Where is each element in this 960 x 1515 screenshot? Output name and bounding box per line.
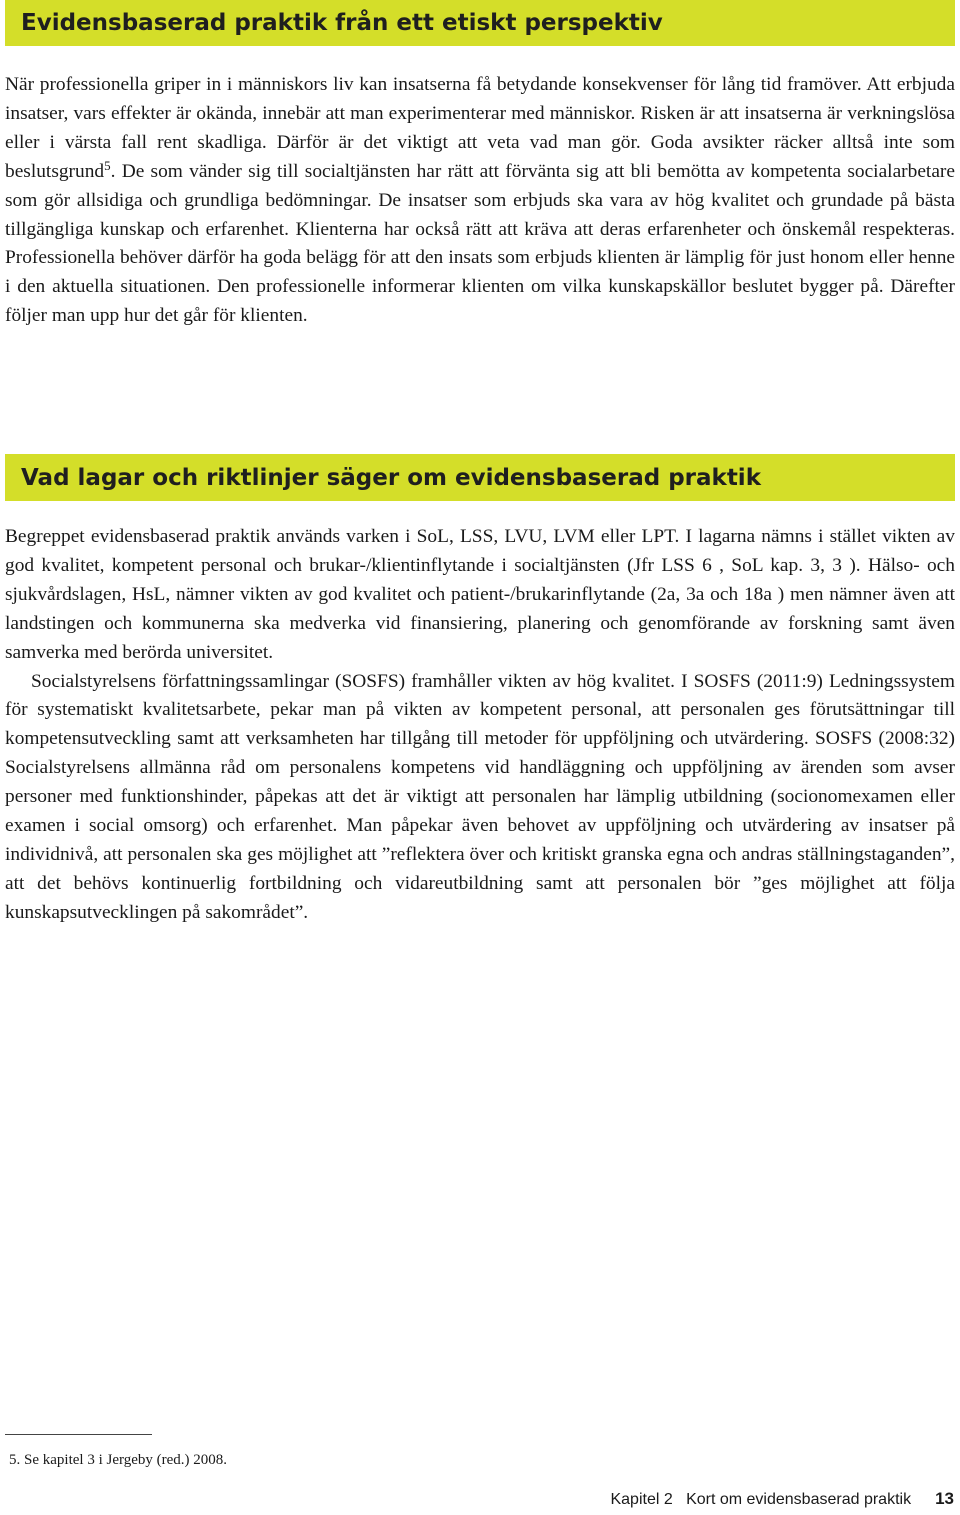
section-heading-ethics-text: Evidensbaserad praktik från ett etiskt perspektiv [21,10,663,36]
section-body-ethics [5,71,955,331]
section-heading-ethics [5,0,955,46]
paragraph: Begreppet evidensbaserad praktik används varken i SoL, LSS, LVU, LVM eller LPT. I lagarna nämns i stället vikten av god kvalitet, kompetent personal och brukar-/klientinflytande i socialtjänsten (Jfr LSS 6 , SoL kap. 3, 3 ). Hälso- och sjukvårdslagen, HsL, nämner vikten av god kvalitet och patient-/brukarinflytande (2a, 3a och 18a ) men nämner även att landstingen och kommunerna ska medverka vid finansiering, planering och genomförande av forskning samt även samverka med berörda universitet. [5,526,955,663]
footnote-divider [5,1434,152,1435]
footnote: 5. Se kapitel 3 i Jergeby (red.) 2008. [9,1452,228,1468]
running-title: Kapitel 2 Kort om evidensbaserad praktik [610,1491,912,1508]
page-footer [610,1489,954,1509]
footnote-reference[interactable]: 5 [104,157,111,173]
section-body-laws [5,523,955,928]
paragraph-text: När professionella griper in i människors liv kan insatserna få betydande konsekvenser för lång tid framöver. Att erbjuda insatser, vars effekter är okända, innebär att man experimenterar med människor. Risken är att insatserna är verkningslösa eller i värsta fall rent skadliga. Därför är det viktigt att veta vad man gör. Goda avsikter räcker alltså inte som beslutsgrund [5,74,955,182]
page-number: 13 [935,1489,954,1508]
section-heading-laws [5,454,955,501]
section-heading-laws-text: Vad lagar och riktlinjer säger om evidensbaserad praktik [21,464,761,491]
paragraph [5,71,955,331]
paragraph: Socialstyrelsens författningssamlingar (SOSFS) framhåller vikten av hög kvalitet. I SOSFS (2011:9) Ledningssystem för systematiskt kvalitetsarbete, pekar man på vikten av kompetent personal, att personalen ges förutsättningar till kompetensutveckling samt att verksamheten har tillgång till metoder för uppföljning och utvärdering. SOSFS (2008:32) Socialstyrelsens allmänna råd om personalens kompetens vid handläggning och uppföljning av ärenden som avser personer med funktionshinder, påpekas att det är viktigt att personalen har lämplig utbildning (socionomexamen eller examen i social omsorg) och erfarenhet. Man påpekar även behovet av uppföljning och utvärdering av insatser på individnivå, att personalen ska ges möjlighet att ”reflektera över och kritiskt granska egna och andras ställningstaganden”, att det behövs kontinuerlig fortbildning och vidareutbildning samt att personalen bör ”ges möjlighet att följa kunskapsutvecklingen på sakområdet”. [5,670,955,923]
paragraph-text: . De som vänder sig till socialtjänsten har rätt att förvänta sig att bli bemötta av kompetenta socialarbetare som gör allsidiga och grundliga bedömningar. De insatser som erbjuds ska vara av hög kvalitet och grundade på bästa tillgängliga kunskap och erfarenhet. Klienterna har också rätt att kräva att deras erfarenheter och önskemål respekteras. Professionella behöver därför ha goda belägg för att den insats som erbjuds klienten är lämplig för just honom eller henne i den aktuella situationen. Den professionelle informerar klienten om vilka kunskapskällor beslutet bygger på. Därefter följer man upp hur det går för klienten. [5,160,955,327]
